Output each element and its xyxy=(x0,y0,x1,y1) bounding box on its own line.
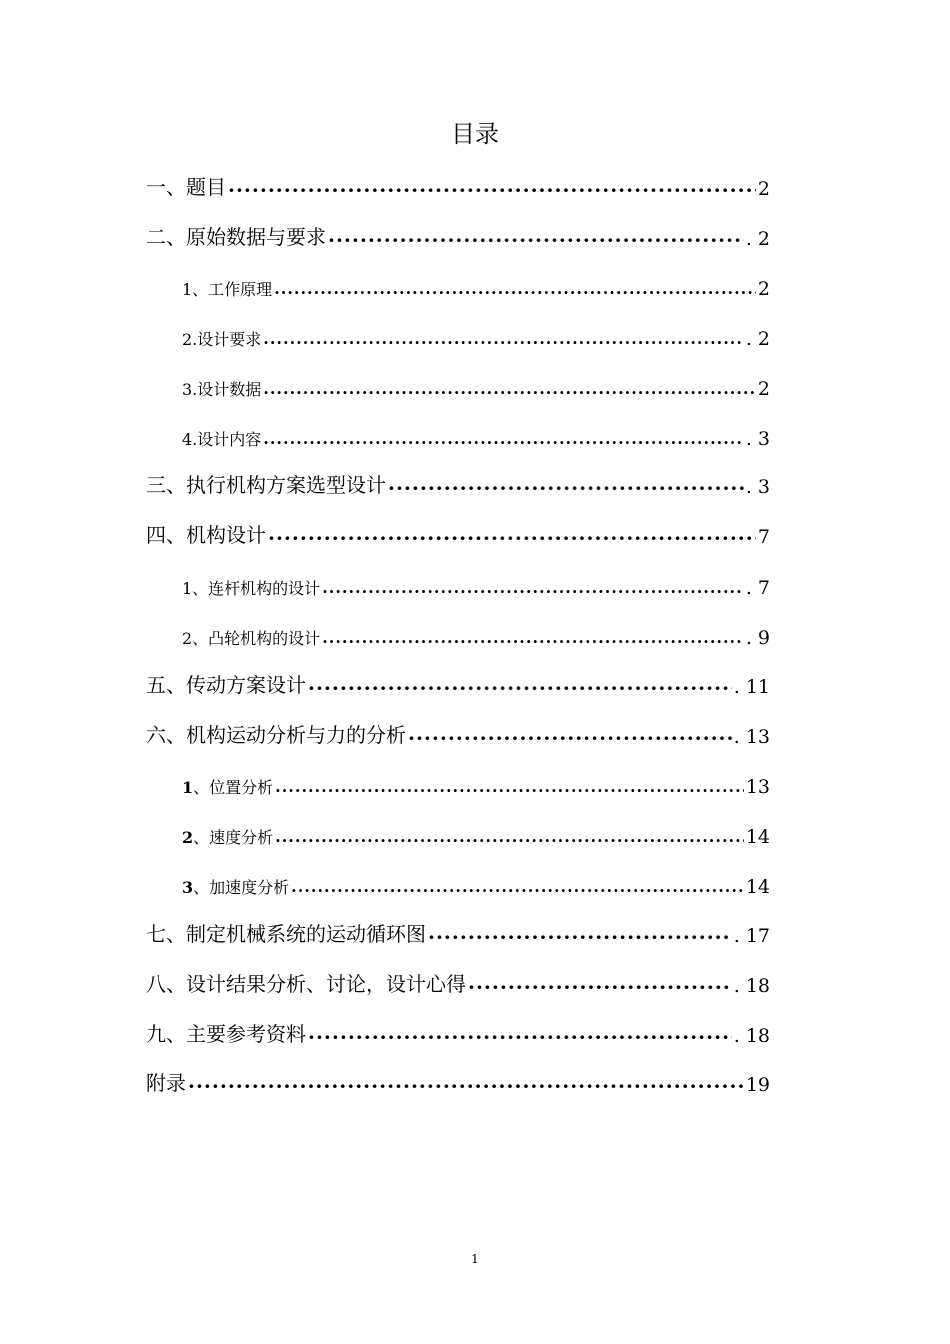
toc-entry-label: 4.设计内容 xyxy=(182,430,262,449)
dot-leader xyxy=(388,478,744,498)
toc-entry-page: . 11 xyxy=(733,676,770,698)
toc-entry-label: 六、机构运动分析与力的分析 xyxy=(146,723,406,747)
dot-leader xyxy=(268,528,756,548)
toc-title: 目录 xyxy=(451,120,499,148)
toc-entry-page: . 13 xyxy=(733,726,770,748)
toc-entry[interactable] xyxy=(182,621,770,649)
dot-leader xyxy=(308,1027,732,1047)
toc-entry[interactable] xyxy=(146,218,770,250)
toc-entry-page: . 9 xyxy=(745,627,770,649)
toc-entry[interactable] xyxy=(182,422,770,450)
toc-entry-page: . 3 xyxy=(745,476,770,498)
toc-entry[interactable] xyxy=(146,466,770,498)
toc-entry-label: 3、加速度分析 xyxy=(182,878,290,897)
toc-entry[interactable] xyxy=(146,516,770,548)
toc-entry-label: 1、位置分析 xyxy=(182,778,274,797)
toc-entry-page: . 2 xyxy=(745,328,770,350)
toc-entry-label: 四、机构设计 xyxy=(146,523,266,547)
toc-entry-page: . 17 xyxy=(733,925,770,947)
dot-leader xyxy=(328,230,744,250)
toc-entry-label: 三、执行机构方案选型设计 xyxy=(146,473,386,497)
toc-entry-page: 2 xyxy=(757,178,770,200)
toc-entry-page: 14 xyxy=(745,876,770,898)
dot-leader xyxy=(408,728,732,748)
dot-leader xyxy=(291,882,744,898)
toc-entry[interactable] xyxy=(182,322,770,350)
toc-entry-label: 附录 xyxy=(146,1071,186,1095)
toc-entry-page: 2 xyxy=(757,378,770,400)
toc-entry[interactable] xyxy=(146,716,770,748)
toc-entry-label: 2.设计要求 xyxy=(182,330,262,349)
toc-entry-label: 七、制定机械系统的运动循环图 xyxy=(146,922,426,946)
toc-entry-label: 八、设计结果分析、讨论，设计心得 xyxy=(146,972,466,996)
toc-entry[interactable] xyxy=(146,915,770,947)
dot-leader xyxy=(263,334,744,350)
toc-entry[interactable] xyxy=(146,1015,770,1047)
toc-entry-page: 2 xyxy=(757,278,770,300)
toc-entry-page: 14 xyxy=(745,826,770,848)
toc-entry-label: 五、传动方案设计 xyxy=(146,673,306,697)
toc-entry-page: . 2 xyxy=(745,228,770,250)
toc-entry-label: 2、凸轮机构的设计 xyxy=(182,629,321,648)
dot-leader xyxy=(188,1076,744,1096)
toc-entry[interactable] xyxy=(146,965,770,997)
toc-entry-page: 13 xyxy=(745,776,770,798)
dot-leader xyxy=(468,977,732,997)
toc-entry[interactable] xyxy=(146,168,770,200)
dot-leader xyxy=(263,384,756,400)
toc-entry-page: 19 xyxy=(745,1074,770,1096)
toc-entry-label: 九、主要参考资料 xyxy=(146,1022,306,1046)
toc-entry[interactable] xyxy=(146,1064,770,1096)
toc-entry-page: . 7 xyxy=(745,577,770,599)
toc-entry-page: . 18 xyxy=(733,1025,770,1047)
toc-entry[interactable] xyxy=(182,272,770,300)
toc-entry-page: . 18 xyxy=(733,975,770,997)
toc-entry-label: 一、题目 xyxy=(146,175,226,199)
toc-entry-label: 3.设计数据 xyxy=(182,380,262,399)
dot-leader xyxy=(322,633,744,649)
toc-entry-label: 二、原始数据与要求 xyxy=(146,225,326,249)
page-number: 1 xyxy=(471,1252,479,1266)
toc-entry[interactable] xyxy=(182,770,770,798)
toc-entry-label: 2、速度分析 xyxy=(182,828,274,847)
toc-entry-label: 1、工作原理 xyxy=(182,280,273,299)
dot-leader xyxy=(275,832,744,848)
toc-entry[interactable] xyxy=(146,666,770,698)
toc-entry-page: 7 xyxy=(757,526,770,548)
toc-entry[interactable] xyxy=(182,870,770,898)
toc-entry[interactable] xyxy=(182,372,770,400)
dot-leader xyxy=(228,180,756,200)
toc-entry-label: 1、连杆机构的设计 xyxy=(182,579,321,598)
dot-leader xyxy=(308,678,732,698)
toc-entry[interactable] xyxy=(182,571,770,599)
dot-leader xyxy=(263,434,744,450)
dot-leader xyxy=(428,927,732,947)
toc-entry-page: . 3 xyxy=(745,428,770,450)
toc-entry[interactable] xyxy=(182,820,770,848)
dot-leader xyxy=(274,284,756,300)
dot-leader xyxy=(275,782,744,798)
dot-leader xyxy=(322,583,744,599)
